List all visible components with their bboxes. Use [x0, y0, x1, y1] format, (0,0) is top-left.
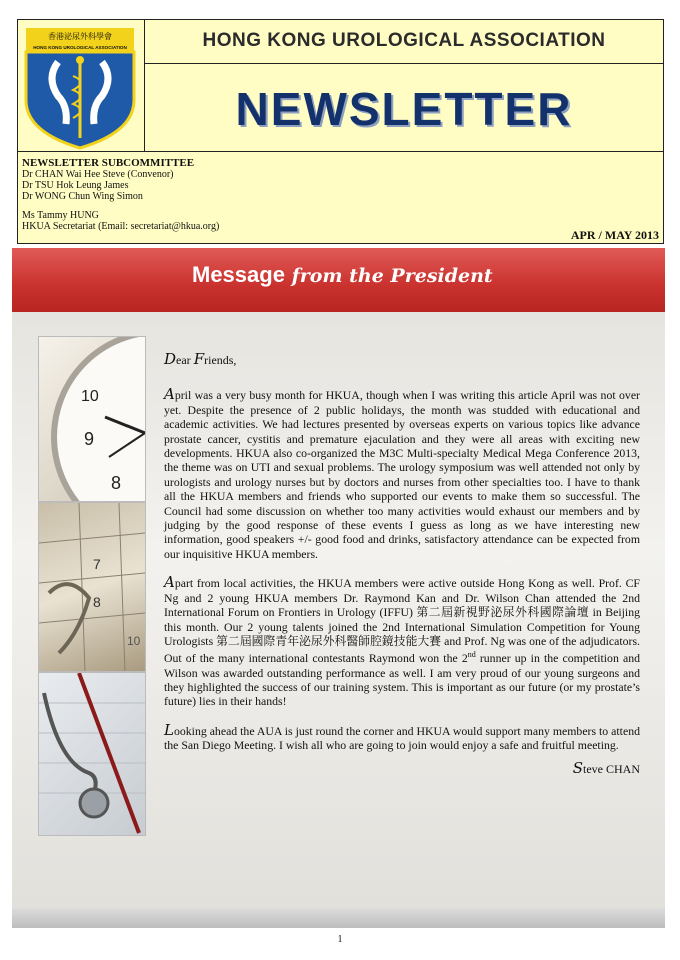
- secretary-name: Ms Tammy HUNG: [22, 210, 99, 221]
- logo-text-english: HONG KONG UROLOGICAL ASSOCIATION: [33, 45, 127, 50]
- page-number: 1: [337, 934, 343, 945]
- secretariat-contact: HKUA Secretariat (Email: secretariat@hkua.org): [22, 221, 220, 232]
- newsletter-header: [17, 19, 664, 244]
- committee-member: Dr WONG Chun Wing Simon: [22, 191, 143, 202]
- banner-title: [192, 262, 493, 288]
- svg-text:8: 8: [93, 594, 101, 610]
- clock-icon: [39, 337, 145, 501]
- svg-text:10: 10: [127, 634, 141, 648]
- svg-text:10: 10: [81, 388, 99, 405]
- clock-image: [38, 336, 146, 502]
- president-letter: [164, 352, 640, 790]
- letter-paragraph: Looking ahead the AUA is just round the corner and HKUA would support many members to attend the San Diego Meeting. I wish all who are going to join would enjoy a safe and fruitful meeting.: [164, 720, 640, 753]
- banner-title-part1: Message: [192, 262, 285, 287]
- logo-cell: [18, 20, 145, 152]
- newsletter-title: NEWSLETTER: [235, 83, 573, 135]
- committee-member: Dr CHAN Wai Hee Steve (Convenor): [22, 169, 174, 180]
- svg-text:9: 9: [84, 429, 95, 449]
- association-name-cell: [145, 20, 663, 64]
- newsletter-title-cell: [145, 64, 663, 152]
- calendar-icon: [39, 503, 145, 671]
- committee-member: Dr TSU Hok Leung James: [22, 180, 129, 191]
- stethoscope-icon: [39, 673, 145, 835]
- committee-heading: NEWSLETTER SUBCOMMITTEE: [22, 157, 195, 169]
- banner-title-part2: from the President: [284, 265, 493, 287]
- svg-text:7: 7: [93, 556, 101, 572]
- hkua-logo: [18, 20, 144, 151]
- stethoscope-image: [38, 672, 146, 836]
- calendar-image: [38, 502, 146, 672]
- committee-block: [22, 158, 219, 232]
- issue-date: APR / MAY 2013: [570, 228, 659, 242]
- association-name: HONG KONG UROLOGICAL ASSOCIATION: [202, 30, 606, 51]
- svg-text:8: 8: [111, 473, 122, 493]
- letter-signature: Steve CHAN: [572, 758, 640, 777]
- letter-greeting: Dear Friends,: [164, 350, 237, 368]
- logo-text-chinese: 香港泌尿外科學會: [48, 32, 112, 41]
- letter-paragraph: Apart from local activities, the HKUA members were active outside Hong Kong as well. Prof. CF Ng and 2 young HKUA members Dr. Raymond Kan and Dr. Wilson Chan attended the 2nd International Forum on Frontiers in Urology (IFFU) 第二屆新視野泌尿外科國際論壇 in Beijing this month. Our 2 young talents joined the 2nd International Simulation Competition for Young Urologists 第二屆國際青年泌尿外科醫師腔鏡技能大賽 and Prof. Ng was one of the adjudicators. Out of the many international contestants Raymond won the 2nd runner up in the competition and Wilson was awarded outstanding performance as well. I am very proud of our young surgeons and they highlighted the success of our training system. This is important as our future (or my prostate’s future) lies in their hands!: [164, 573, 640, 709]
- message-banner: [12, 248, 665, 312]
- letter-paragraph: April was a very busy month for HKUA, though when I was writing this article April was not over yet. Despite the presence of 2 public holidays, the month was studded with educational and academic activities. We had lectures presented by overseas experts on various topics like advance prostate cancer, cystitis and premature ejaculation and they were all areas with exciting new developments. HKUA also co-organized the M3C Multi-specialty Medical Mega Conference 2013, the theme was on UTI and sexual problems. The urology symposium was well attended not only by urologists and urology nurses but by doctors and nurses from other specialties too. I have to thank all the HKUA members and friends who supported our events to make them so successful. The Council had some discussion on whether too many activities would exhaust our members and by judging by the good response of these events I guess as long as we have interesting new information, good speakers +/- good food and drinks, satisfactory attendance can be expected from our inquisitive HKUA members.: [164, 385, 640, 561]
- footer-bar: [12, 908, 665, 928]
